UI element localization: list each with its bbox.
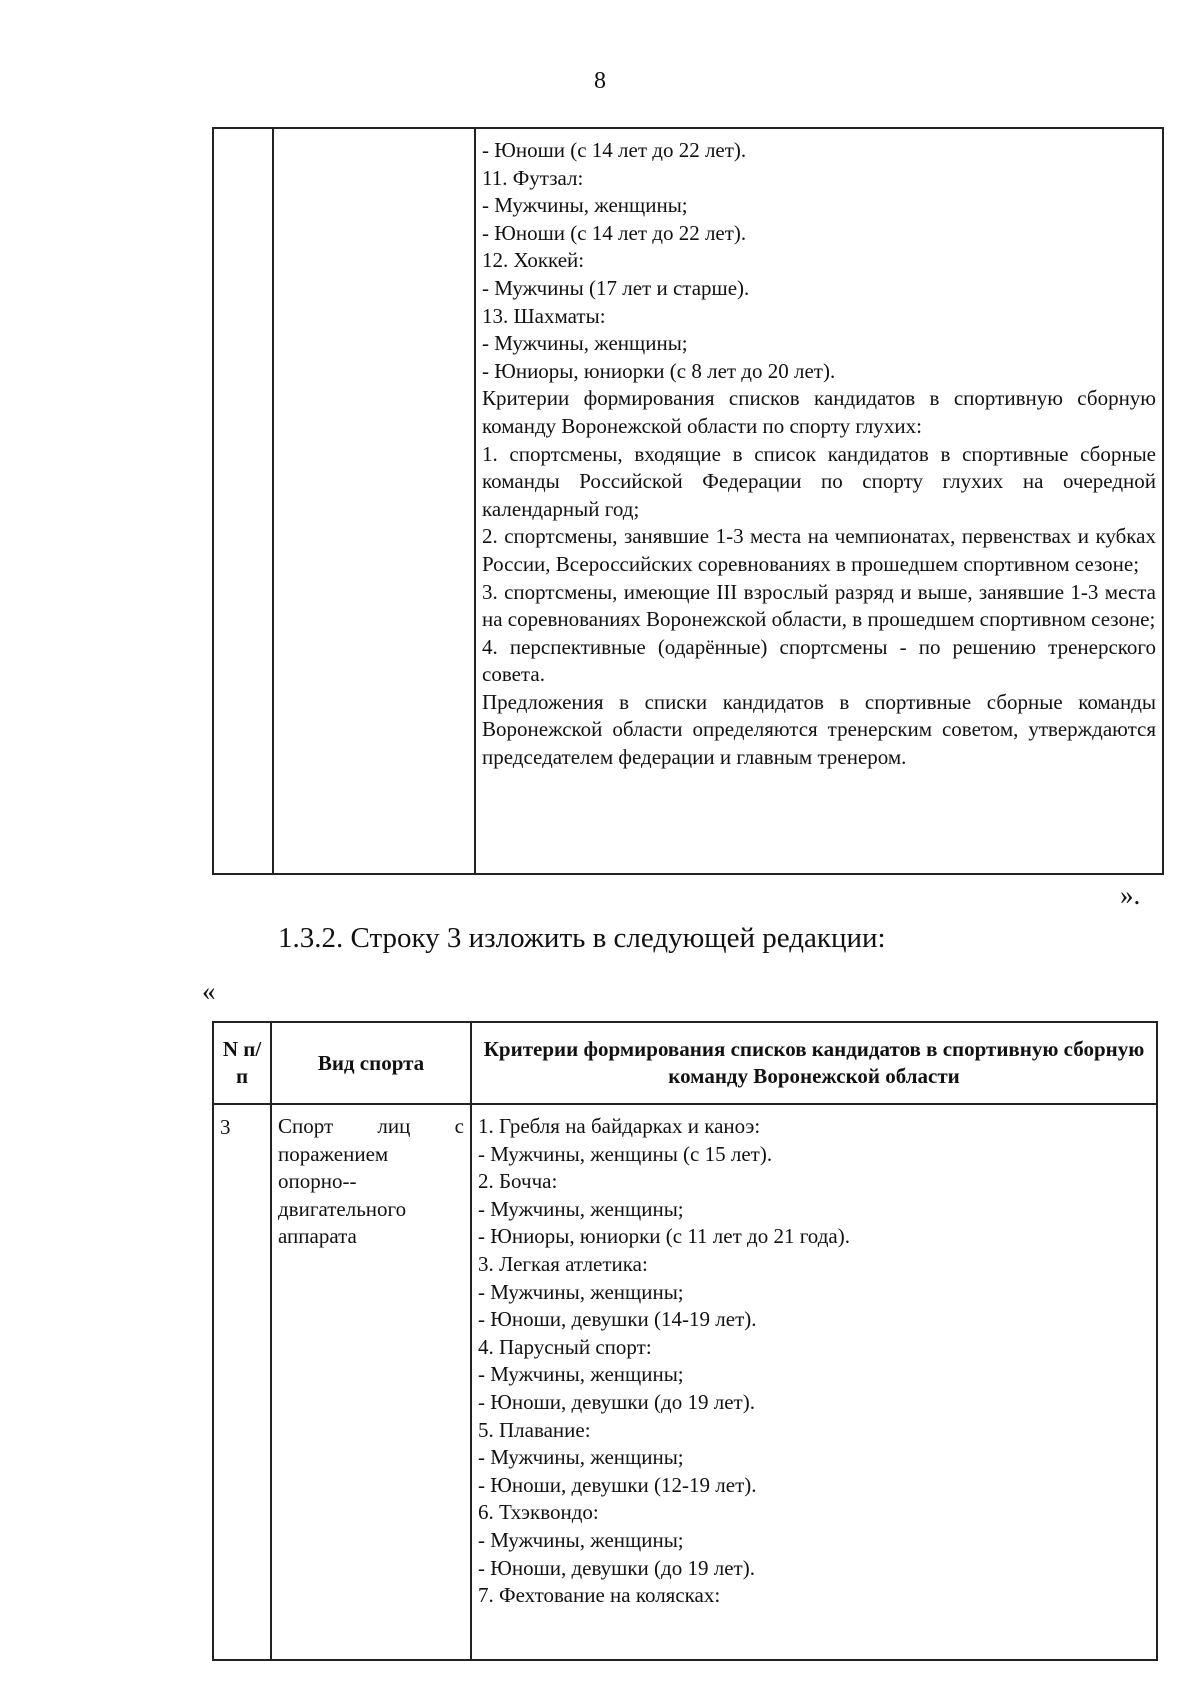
criteria-paragraph: 1. спортсмены, входящие в список кандидатов в спортивные сборные команды Российской Федерации по спорту глухих на очередной календарный год; [482, 441, 1156, 521]
criteria-line: 2. Бочча: [478, 1169, 558, 1194]
criteria-line: - Мужчины, женщины; [482, 331, 688, 356]
criteria-paragraph: 3. спортсмены, имеющие III взрослый разряд и выше, занявшие 1-3 места на соревнованиях Воронежской области, в прошедшем спортивном сезоне; [482, 579, 1156, 632]
criteria-line: - Мужчины, женщины (с 15 лет). [478, 1141, 773, 1166]
criteria-line: - Мужчины, женщины; [478, 1279, 684, 1304]
criteria-line: 1. Гребля на байдарках и каноэ: [478, 1114, 761, 1138]
number-cell [213, 128, 273, 874]
criteria-table-continued [212, 127, 1164, 875]
criteria-line: - Юноши, девушки (14-19 лет). [478, 1307, 757, 1332]
criteria-line: - Мужчины, женщины; [478, 1527, 684, 1552]
criteria-line: - Мужчины, женщины; [478, 1445, 684, 1470]
criteria-cell [475, 128, 1163, 874]
criteria-line: - Мужчины, женщины; [478, 1196, 684, 1221]
criteria-line: 11. Футзал: [482, 165, 584, 190]
page-number: 8 [594, 68, 606, 94]
table-row [213, 1104, 1157, 1660]
row-sport: Спорт лиц с поражением опорно-двигательного аппарата [271, 1104, 471, 1660]
criteria-line: 5. Плавание: [478, 1417, 591, 1442]
criteria-paragraph: 4. перспективные (одарённые) спортсмены - по решению тренерского совета. [482, 634, 1156, 687]
opening-quote: « [202, 976, 216, 1006]
criteria-line: - Юноши, девушки (до 19 лет). [478, 1389, 755, 1414]
criteria-paragraph: Критерии формирования списков кандидатов в спортивную сборную команду Воронежской области по спорту глухих: [482, 386, 1156, 438]
criteria-line: 12. Хоккей: [482, 248, 585, 273]
criteria-line: - Мужчины (17 лет и старше). [482, 275, 750, 300]
header-criteria: Критерии формирования списков кандидатов в спортивную сборную команду Воронежской области [471, 1022, 1157, 1104]
criteria-line: - Мужчины, женщины; [478, 1362, 684, 1387]
row-number: 3 [213, 1104, 271, 1660]
header-sport: Вид спорта [271, 1022, 471, 1104]
criteria-table-row3 [212, 1021, 1158, 1661]
criteria-line: - Юноши, девушки (12-19 лет). [478, 1472, 757, 1497]
criteria-line: 4. Парусный спорт: [478, 1334, 652, 1359]
criteria-text [476, 129, 1162, 778]
criteria-paragraph: 2. спортсмены, занявшие 1-3 места на чемпионатах, первенствах и кубках России, Всероссийских соревнованиях в прошедшем спортивном сезоне; [482, 524, 1156, 576]
criteria-line: - Юноши, девушки (до 19 лет). [478, 1555, 755, 1580]
criteria-line: - Мужчины, женщины; [482, 193, 688, 218]
criteria-line: - Юноши (с 14 лет до 22 лет). [482, 220, 747, 245]
closing-quote: ». [1120, 880, 1141, 910]
criteria-line: - Юниоры, юниорки (с 8 лет до 20 лет). [482, 358, 836, 383]
criteria-line: 13. Шахматы: [482, 303, 606, 328]
table-row [213, 128, 1163, 874]
criteria-paragraph: Предложения в списки кандидатов в спортивные сборные команды Воронежской области определяются тренерским советом, утверждаются председателем федерации и главным тренером. [482, 689, 1156, 770]
criteria-line: - Юниоры, юниорки (с 11 лет до 21 года). [478, 1224, 850, 1249]
row-criteria [471, 1104, 1157, 1660]
criteria-line: 3. Легкая атлетика: [478, 1251, 648, 1276]
header-number: N п/п [213, 1022, 271, 1104]
amendment-heading: 1.3.2. Строку 3 изложить в следующей редакции: [278, 922, 886, 954]
criteria-line: 7. Фехтование на колясках: [478, 1583, 721, 1608]
table-header-row [213, 1022, 1157, 1104]
sport-cell [273, 128, 475, 874]
criteria-line: 6. Тхэквондо: [478, 1500, 599, 1525]
criteria-line: - Юноши (с 14 лет до 22 лет). [482, 138, 747, 162]
